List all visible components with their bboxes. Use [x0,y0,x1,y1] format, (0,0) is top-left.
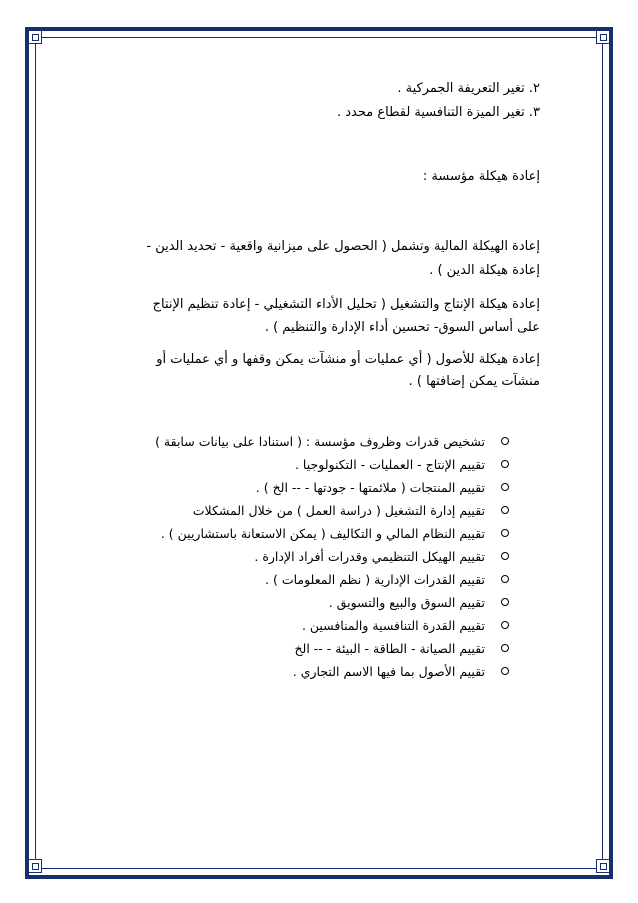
paragraph-line: منشآت يمكن إضافتها ) . [408,374,540,389]
paragraph-line: إعادة الهيكلة المالية وتشمل ( الحصول على ميزانية واقعية - تحديد الدين - [146,239,540,254]
list-item: تقييم الهيكل التنظيمي وقدرات أفراد الإدارة . [155,550,488,573]
list-item: تقييم القدرة التنافسية والمنافسين . [155,619,488,642]
paragraph-line: إعادة هيكلة الدين ) . [429,263,540,278]
circle-bullet-icon [501,437,509,445]
circle-bullet-icon [501,460,509,468]
circle-bullet-icon [501,598,509,606]
paragraph-line: على أساس السوق- تحسين أداء الإدارة والتنظيم ) . [264,320,540,335]
circle-bullet-icon [501,529,509,537]
list-item: تقييم الصيانة - الطاقة - البيئة - -- الخ [155,642,488,665]
paragraph-line: إعادة هيكلة الإنتاج والتشغيل ( تحليل الأداء التشغيلي - إعادة تنظيم الإنتاج [152,297,540,312]
list-item: تقييم السوق والبيع والتسويق . [155,596,488,619]
circle-bullet-icon [501,575,509,583]
numbered-item: ٣. تغير الميزة التنافسية لقطاع محدد . [337,105,540,120]
circle-bullet-icon [501,483,509,491]
bullet-list [155,435,488,688]
circle-bullet-icon [501,552,509,560]
circle-bullet-icon [501,667,509,675]
circle-bullet-icon [501,644,509,652]
list-item: تقييم الأصول بما فيها الاسم التجاري . [155,665,488,688]
paragraph-line: إعادة هيكلة للأصول ( أي عمليات أو منشآت يمكن وقفها و أي عمليات أو [156,352,540,367]
list-item: تقييم القدرات الإدارية ( نظم المعلومات ) . [155,573,488,596]
circle-bullet-icon [501,506,509,514]
section-title: إعادة هيكلة مؤسسة : [422,169,540,184]
circle-bullet-icon [501,621,509,629]
list-item: تقييم الإنتاج - العمليات - التكنولوجيا . [155,458,488,481]
numbered-item: ٢. تغير التعريفة الجمركية . [397,81,540,96]
list-item: تشخيص قدرات وظروف مؤسسة : ( استنادا على بيانات سابقة ) [155,435,488,458]
list-item: تقييم المنتجات ( ملائمتها - جودتها - -- الخ ) . [155,481,488,504]
list-item: تقييم النظام المالي و التكاليف ( يمكن الاستعانة باستشاريين ) . [155,527,488,550]
list-item: تقييم إدارة التشغيل ( دراسة العمل ) من خلال المشكلات [155,504,488,527]
